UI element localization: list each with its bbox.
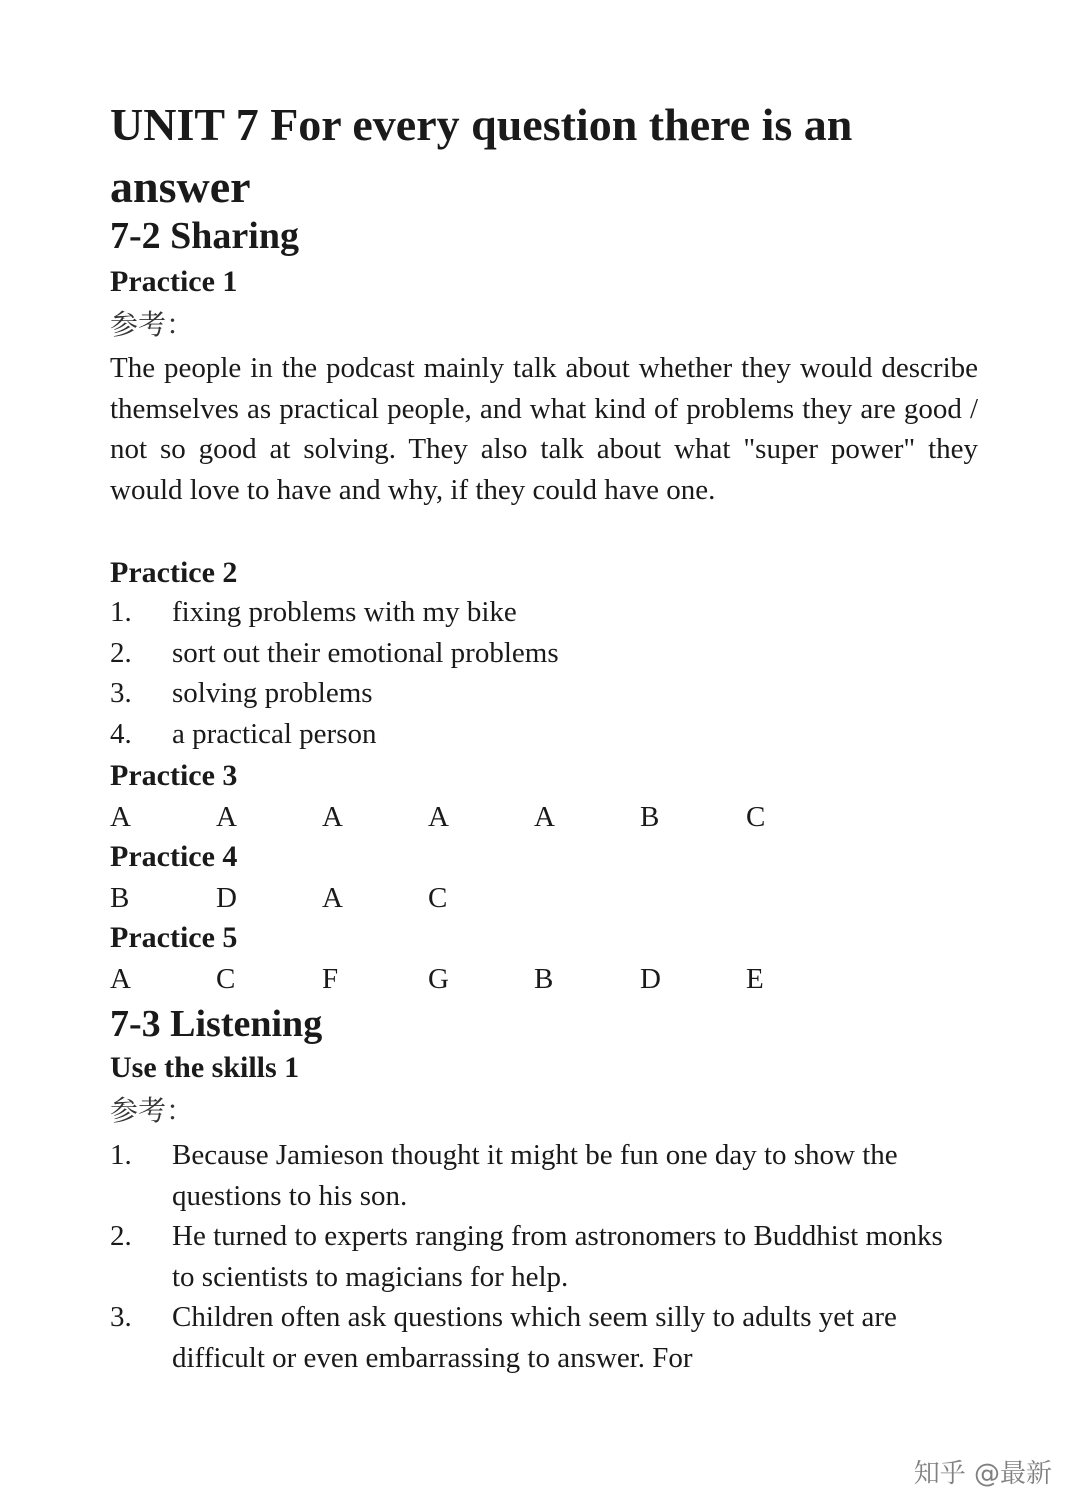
item-number: 1. — [110, 596, 132, 628]
item-number: 1. — [110, 1139, 132, 1171]
answer-letter: A — [428, 801, 449, 833]
unit-title: UNIT 7 For every question there is an answer — [110, 99, 853, 212]
practice-1-answer-text: The people in the podcast mainly talk about whether they would describe themselves as practical people, and what kind of problems they are good / not so good at solving. They also talk about what "super power" they would love to have and why, if they could have one. — [110, 352, 978, 506]
answer-letter: A — [322, 882, 343, 914]
list-item — [110, 1135, 970, 1216]
list-item — [110, 1297, 970, 1378]
item-number: 3. — [110, 1301, 132, 1334]
practice-3-heading: Practice 3 — [110, 759, 238, 792]
list-item — [110, 714, 970, 755]
answer-letter: B — [640, 801, 660, 833]
answer-letter: F — [322, 963, 339, 995]
practice-1-heading: Practice 1 — [110, 265, 238, 298]
practice-2-list — [110, 592, 970, 754]
use-the-skills-1-list — [110, 1135, 970, 1379]
item-number: 3. — [110, 677, 132, 710]
answer-letter: C — [746, 801, 766, 833]
answer-letter: A — [110, 963, 131, 995]
practice-5-heading: Practice 5 — [110, 921, 238, 954]
answer-letter: C — [428, 882, 448, 914]
reference-label: 参考： — [110, 308, 195, 341]
list-item — [110, 673, 970, 714]
item-text: sort out their emotional problems — [172, 636, 559, 669]
answer-letter: D — [640, 963, 661, 995]
item-text: a practical person — [172, 717, 377, 750]
answer-letter: A — [322, 801, 343, 833]
answer-letter: B — [110, 882, 130, 914]
answer-letter: A — [534, 801, 555, 833]
item-number: 4. — [110, 717, 132, 750]
item-text: solving problems — [172, 677, 373, 710]
item-text: fixing problems with my bike — [172, 596, 517, 628]
answer-letter: C — [216, 963, 236, 995]
item-text: Children often ask questions which seem silly to adults yet are difficult or even embarrassing to answer. For — [172, 1301, 897, 1374]
item-number: 2. — [110, 636, 132, 669]
answer-letter: D — [216, 882, 237, 914]
answer-letter: A — [110, 801, 131, 833]
answer-letter: G — [428, 963, 449, 995]
practice-4-heading: Practice 4 — [110, 840, 238, 873]
list-item — [110, 633, 970, 674]
item-number: 2. — [110, 1220, 132, 1253]
watermark: 知乎 @最新 — [913, 1459, 1052, 1489]
practice-2-heading: Practice 2 — [110, 556, 238, 589]
reference-label: 参考： — [110, 1094, 195, 1127]
answer-letter: B — [534, 963, 554, 995]
answer-letter: E — [746, 963, 764, 995]
list-item — [110, 592, 970, 633]
item-text: Because Jamieson thought it might be fun one day to show the questions to his son. — [172, 1139, 898, 1212]
list-item — [110, 1216, 970, 1297]
item-text: He turned to experts ranging from astronomers to Buddhist monks to scientists to magicians for help. — [172, 1220, 943, 1293]
answer-letter: A — [216, 801, 237, 833]
section-heading-sharing: 7-2 Sharing — [110, 215, 299, 257]
use-the-skills-1-heading: Use the skills 1 — [110, 1051, 300, 1084]
section-heading-listening: 7-3 Listening — [110, 1003, 323, 1045]
